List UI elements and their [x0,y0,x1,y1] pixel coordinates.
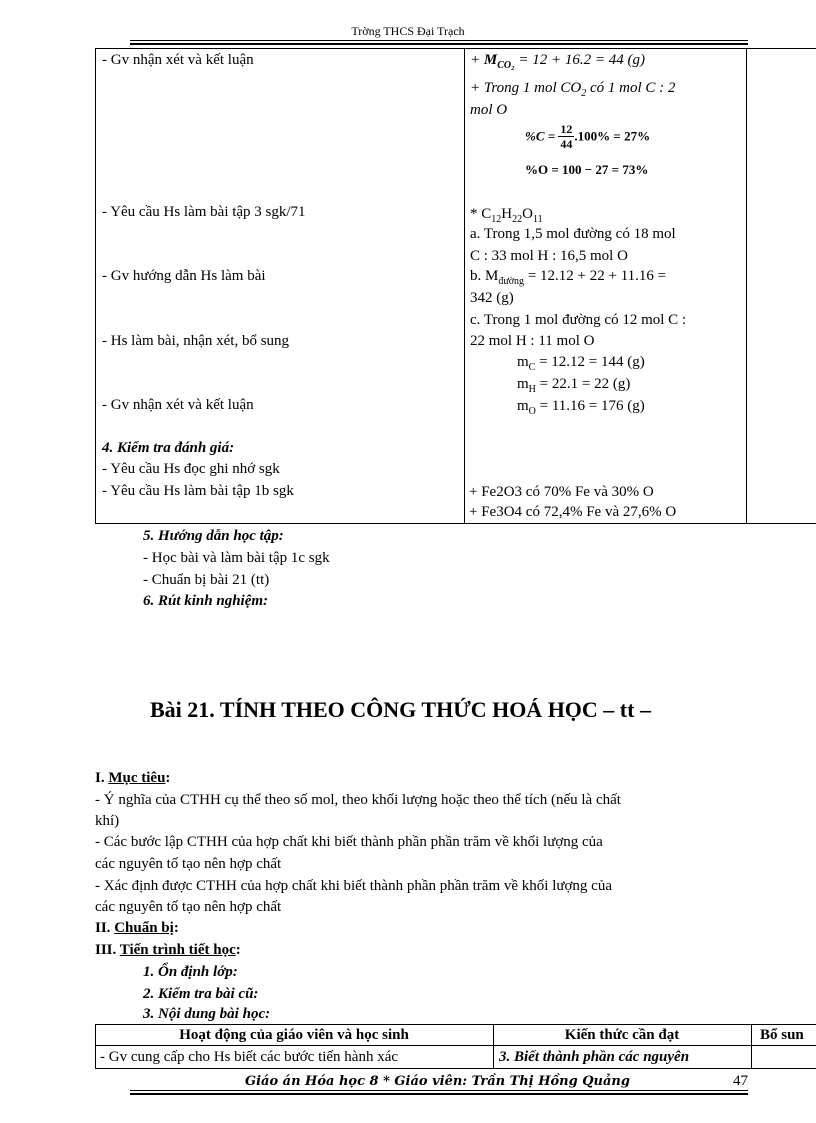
c-line-2: 22 mol H : 11 mol O [470,333,595,349]
fe2o3-line: + Fe2O3 có 70% Fe và 30% O [469,484,654,500]
page-number: 47 [733,1073,748,1089]
section2-heading: II. Chuẩn bị: [95,920,179,936]
b-line-2: 342 (g) [470,290,514,306]
sugar-formula: * $C_{12}H_{22}O_{11}$ [470,206,543,225]
section1-heading: I. Mục tiêu: [95,770,171,786]
header-school: Trờng THCS Đại Trạch [351,24,465,38]
section3-heading: III. Tiến trình tiết học: [95,942,241,958]
percent-o: %O = 100 − 27 = 73% [525,162,649,177]
co2-line-1: + Trong 1 mol $CO_2$ có 1 mol C : 2 [470,80,676,99]
t1-left-8: - Yêu cầu Hs làm bài tập 1b sgk [102,483,294,499]
header-rule-2 [130,43,748,45]
footer-rule-2 [130,1093,748,1095]
header-rule-1 [130,40,748,41]
t1-left-4: - Hs làm bài, nhận xét, bổ sung [102,333,290,349]
mco2-line: + $M_{CO_2} = 12 + 16.2 = 44$ (g) [470,52,645,71]
section6-heading: 6. Rút kinh nghiệm: [143,593,269,609]
fe3o4-line: + Fe3O4 có 72,4% Fe và 27,6% O [469,504,677,520]
objective-1: - Ý nghĩa của CTHH cụ thể theo số mol, theo khối lượng hoặc theo thể tích (nếu là chất [95,792,621,808]
mc-line: $m_C = 12.12 = 144$ (g) [517,354,645,373]
t2-header-knowledge: Kiến thức cần đạt [564,1027,680,1043]
t1-left-5: - Gv nhận xét và kết luận [102,397,254,413]
a-line-2: C : 33 mol H : 16,5 mol O [470,248,628,264]
co2-line-2: mol O [470,102,508,118]
objective-2b: các nguyên tố tạo nên hợp chất [95,856,282,872]
footer-rule-1 [130,1090,748,1091]
t1-left-6: 4. Kiểm tra đánh giá: [102,440,235,456]
t1-left-1: - Gv nhận xét và kết luận [102,52,254,68]
t1-left-3: - Gv hướng dẫn Hs làm bài [102,268,266,284]
t2-row-left: - Gv cung cấp cho Hs biết các bước tiến hành xác [100,1049,399,1065]
c-line-1: c. Trong 1 mol đường có 12 mol C : [470,312,687,328]
a-line-1: a. Trong 1,5 mol đường có 18 mol [470,226,676,242]
mo-line: $m_O = 11.16 = 176$ (g) [517,398,645,417]
t2-header-activity: Hoạt động của giáo viên và học sinh [179,1027,409,1043]
b-line-1: b. $M_{đường} = 12.12 + 22 + 11.16$ = [470,268,667,287]
sub-heading-1: 1. Ổn định lớp: [143,964,238,980]
t2-header-supplement: Bổ sun [760,1027,804,1043]
lesson-title: Bài 21. TÍNH THEO CÔNG THỨC HOÁ HỌC – tt – [150,697,651,722]
section5-item-1: - Học bài và làm bài tập 1c sgk [143,550,330,566]
mh-line: $m_H = 22.1 = 22$ (g) [517,376,631,395]
section5-heading: 5. Hướng dẫn học tập: [143,528,284,544]
t1-left-2: - Yêu cầu Hs làm bài tập 3 sgk/71 [102,204,306,220]
t2-row-mid: 3. Biết thành phần các nguyên [499,1049,690,1065]
footer-text: Giáo án Hóa học 8 * Giáo viên: Trần Thị Hồng Quảng [245,1074,630,1089]
objective-3b: các nguyên tố tạo nên hợp chất [95,899,282,915]
sub-heading-3: 3. Nội dung bài học: [143,1006,271,1022]
section5-item-2: - Chuẩn bị bài 21 (tt) [143,572,270,588]
percent-c: %C = $\frac{12}{44}$ .100% = 27% [525,122,651,151]
objective-2: - Các bước lập CTHH của hợp chất khi biết thành phần phần trăm về khối lượng của [95,834,603,850]
t1-left-7: - Yêu cầu Hs đọc ghi nhớ sgk [102,461,280,477]
objective-3: - Xác định được CTHH của hợp chất khi biết thành phần phần trăm về khối lượng của [95,878,613,894]
sub-heading-2: 2. Kiểm tra bài cũ: [143,986,259,1002]
objective-1b: khí) [95,813,120,829]
